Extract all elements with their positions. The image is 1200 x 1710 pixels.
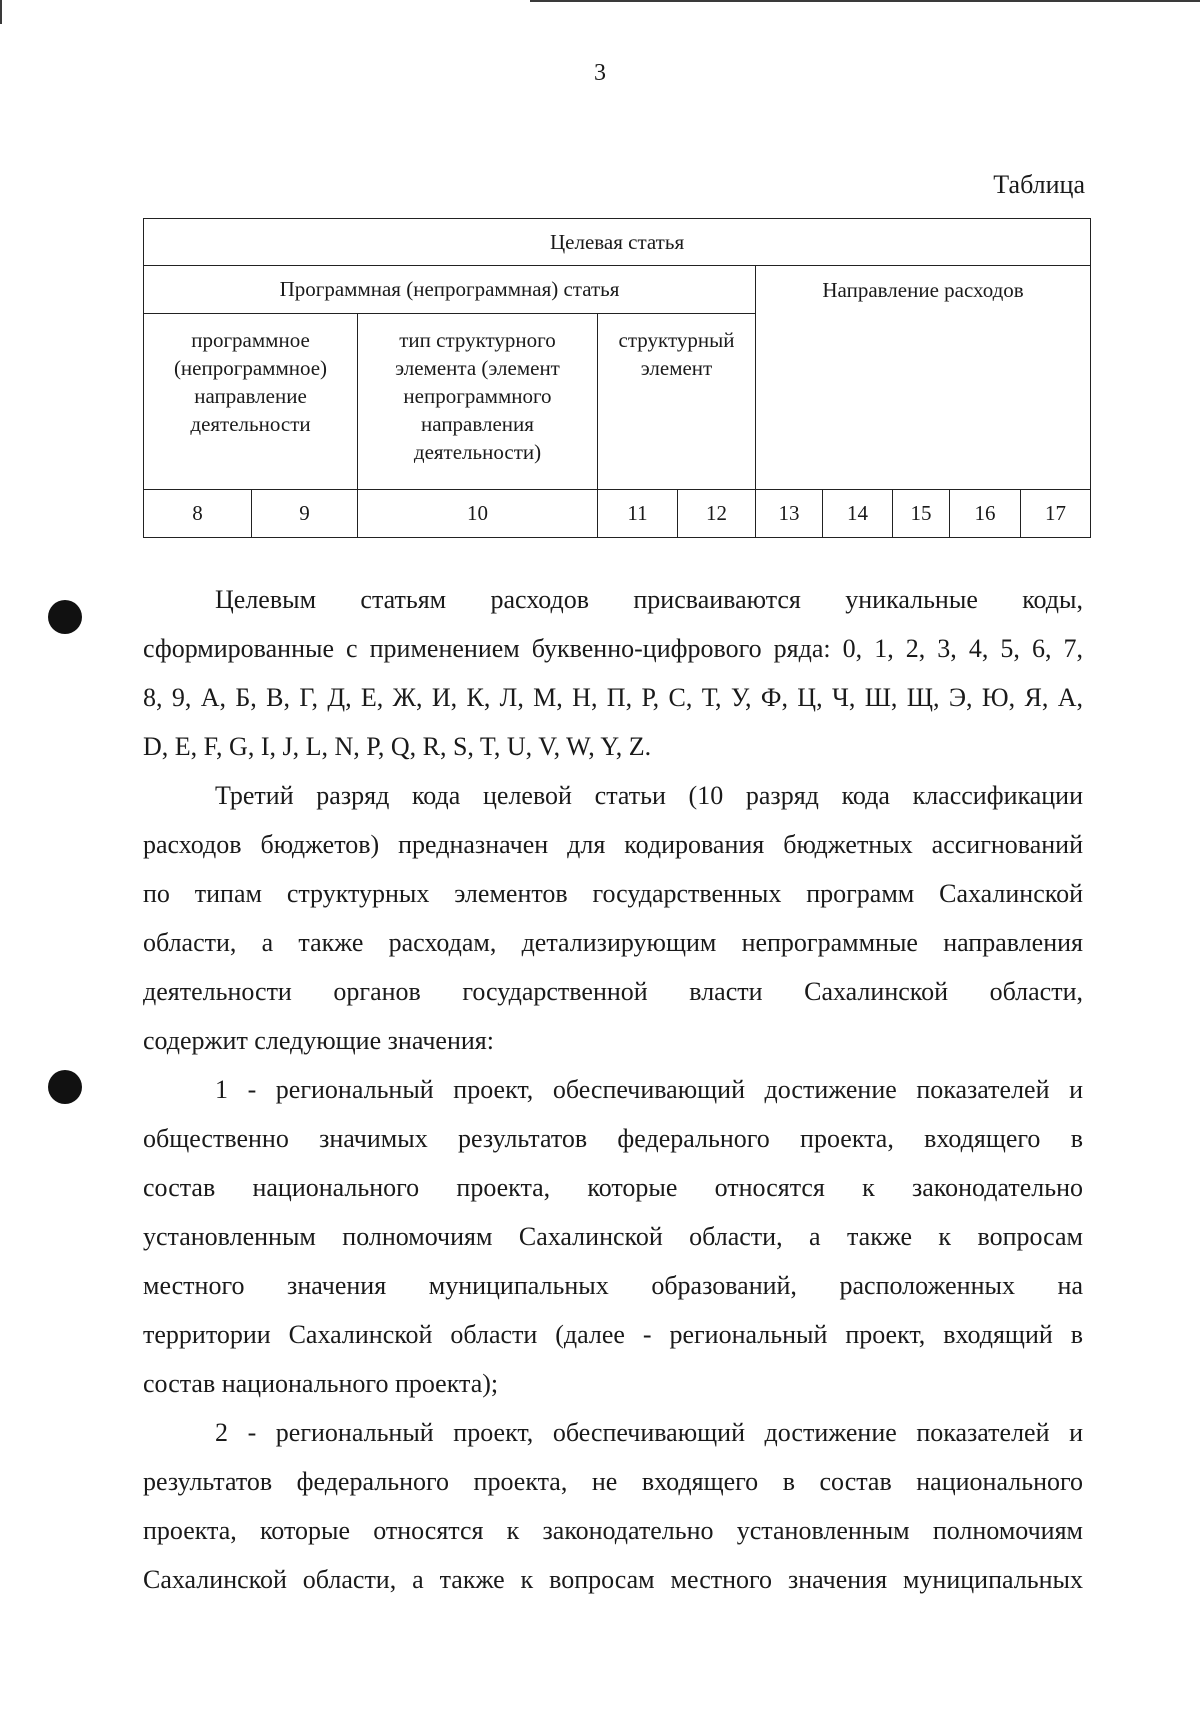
digit-position-cell: 17 [1021, 490, 1091, 538]
text-line: результатов федерального проекта, не входящего в состав национального [143, 1467, 1083, 1496]
scan-border-top [530, 0, 1200, 2]
text-line: территории Сахалинской области (далее - региональный проект, входящий в [143, 1320, 1083, 1349]
digit-position-cell: 16 [950, 490, 1021, 538]
table-header-target-article: Целевая статья [144, 219, 1091, 266]
digit-position-cell: 10 [358, 490, 598, 538]
text-line: местного значения муниципальных образований, расположенных на [143, 1271, 1083, 1300]
text-line: общественно значимых результатов федерального проекта, входящего в [143, 1124, 1083, 1153]
text-line: по типам структурных элементов государственных программ Сахалинской [143, 879, 1083, 908]
text-line: проекта, которые относятся к законодательно установленным полномочиям [143, 1516, 1083, 1545]
text-line: D, E, F, G, I, J, L, N, P, Q, R, S, T, U, V, W, Y, Z. [143, 732, 652, 761]
digit-position-cell: 12 [678, 490, 756, 538]
digit-position-cell: 11 [598, 490, 678, 538]
text-line: Целевым статьям расходов присваиваются уникальные коды, [215, 585, 1083, 614]
paragraph-codes [143, 575, 1083, 771]
text-line: 1 - региональный проект, обеспечивающий достижение показателей и [215, 1075, 1083, 1104]
digit-position-cell: 13 [756, 490, 823, 538]
table-header-program-direction: программное (непрограммное) направление деятельности [144, 314, 358, 490]
text-line: 2 - региональный проект, обеспечивающий достижение показателей и [215, 1418, 1083, 1447]
table-header-expense-direction: Направление расходов [756, 266, 1091, 490]
code-structure-table [143, 218, 1090, 538]
paragraph-third-digit [143, 771, 1083, 1065]
text-line: состав национального проекта, которые относятся к законодательно [143, 1173, 1083, 1202]
punch-hole-mark [48, 1070, 82, 1104]
text-line: деятельности органов государственной власти Сахалинской области, [143, 977, 1083, 1006]
paragraph-value-2 [143, 1408, 1083, 1604]
page-number: 3 [594, 60, 606, 86]
body-text [143, 575, 1083, 1604]
table-header-structural-element: структурный элемент [598, 314, 756, 490]
digit-position-row [144, 490, 1091, 538]
table-header-program-article: Программная (непрограммная) статья [144, 266, 756, 314]
table-header-structural-type: тип структурного элемента (элемент непрограммного направления деятельности) [358, 314, 598, 490]
text-line: 8, 9, А, Б, В, Г, Д, Е, Ж, И, К, Л, М, Н, П, Р, С, Т, У, Ф, Ц, Ч, Ш, Щ, Э, Ю, Я, A, [143, 683, 1083, 712]
text-line: Третий разряд кода целевой статьи (10 разряд кода классификации [215, 781, 1083, 810]
digit-position-cell: 14 [823, 490, 893, 538]
text-line: состав национального проекта); [143, 1369, 499, 1398]
digit-position-cell: 8 [144, 490, 252, 538]
text-line: Сахалинской области, а также к вопросам местного значения муниципальных [143, 1565, 1083, 1594]
table-caption: Таблица [993, 170, 1085, 199]
text-line: установленным полномочиям Сахалинской области, а также к вопросам [143, 1222, 1083, 1251]
digit-position-cell: 15 [893, 490, 950, 538]
paragraph-value-1 [143, 1065, 1083, 1408]
punch-hole-mark [48, 600, 82, 634]
text-line: расходов бюджетов) предназначен для кодирования бюджетных ассигнований [143, 830, 1083, 859]
digit-position-cell: 9 [252, 490, 358, 538]
text-line: содержит следующие значения: [143, 1026, 494, 1055]
scan-border-left [0, 0, 2, 24]
text-line: сформированные с применением буквенно-цифрового ряда: 0, 1, 2, 3, 4, 5, 6, 7, [143, 634, 1083, 663]
text-line: области, а также расходам, детализирующим непрограммные направления [143, 928, 1083, 957]
